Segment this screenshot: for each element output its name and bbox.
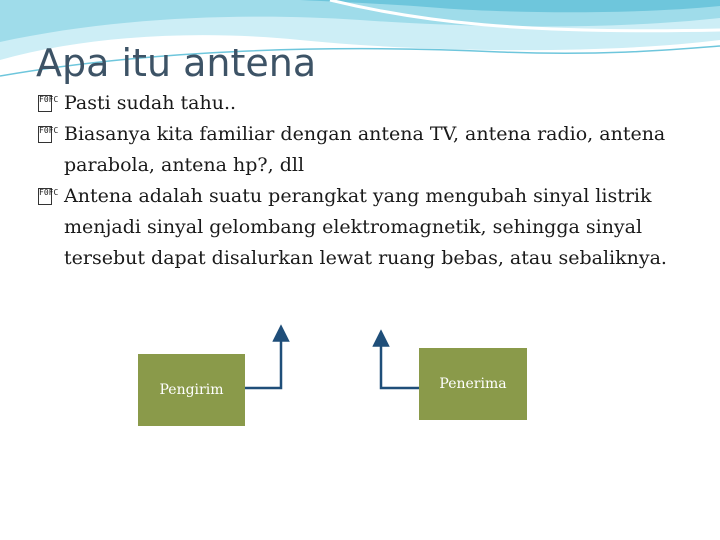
missing-glyph-bullet-icon: F0FC (38, 126, 52, 143)
receiver-box (419, 348, 527, 420)
bullet-item (36, 88, 686, 119)
sender-label: Pengirim (159, 382, 224, 398)
receiver-antenna-arrow (381, 338, 419, 388)
bullet-text: Antena adalah suatu perangkat yang mengubah sinyal listrik menjadi sinyal gelombang elektromagnetik, sehingga sinyal tersebut dapat disalurkan lewat ruang bebas, atau sebaliknya. (64, 185, 667, 269)
missing-glyph-bullet-icon: F0FC (38, 95, 52, 112)
slide-title: Apa itu antena (36, 41, 317, 85)
bullet-item (36, 181, 686, 274)
receiver-label: Penerima (439, 376, 507, 392)
missing-glyph-bullet-icon: F0FC (38, 188, 52, 205)
bullet-item (36, 119, 686, 181)
sender-antenna-arrow (245, 333, 281, 388)
sender-box (138, 354, 245, 426)
bullet-list (36, 88, 686, 274)
bullet-text: Biasanya kita familiar dengan antena TV, antena radio, antena parabola, antena hp?, dll (64, 123, 666, 176)
bullet-text: Pasti sudah tahu.. (64, 92, 237, 114)
